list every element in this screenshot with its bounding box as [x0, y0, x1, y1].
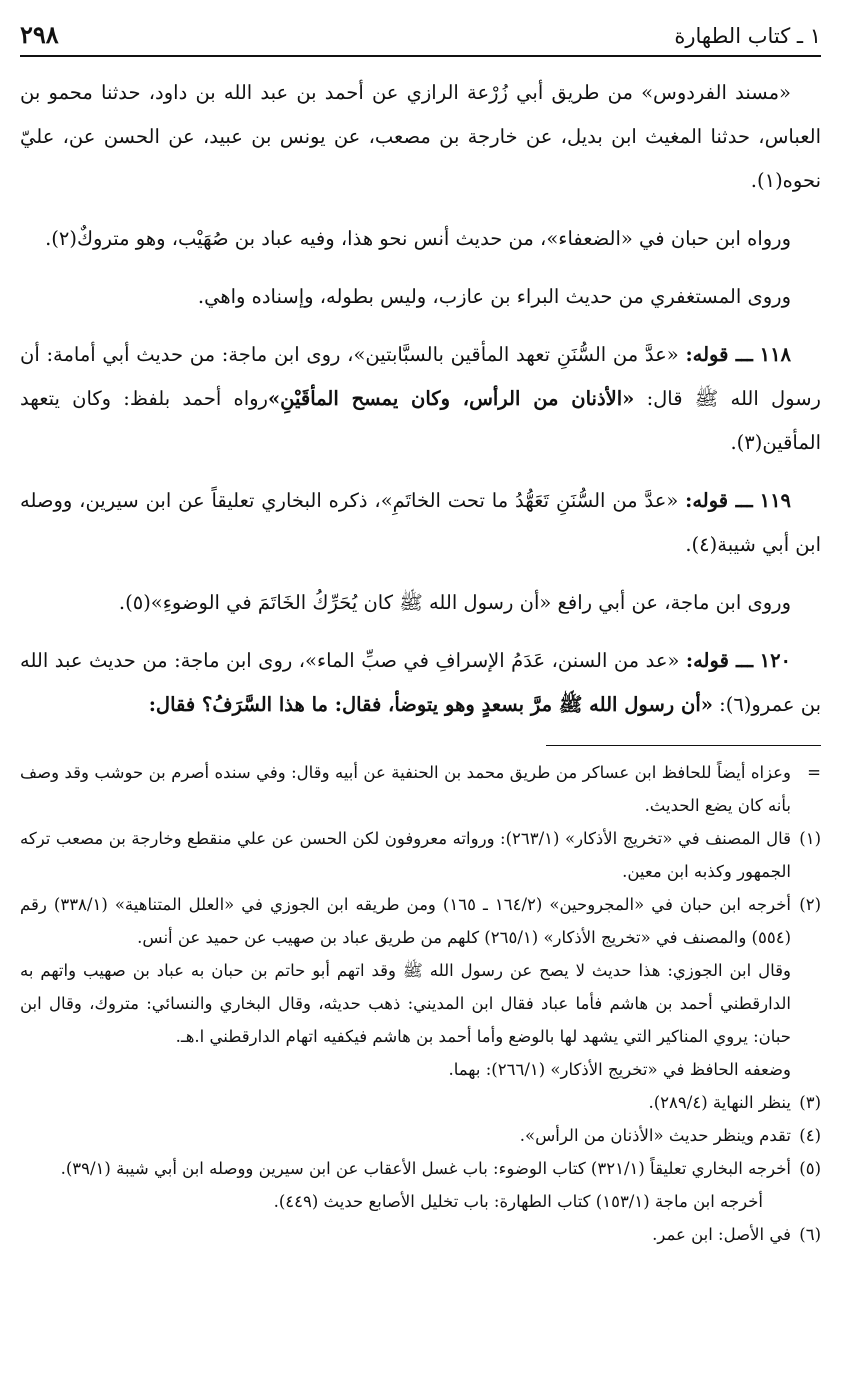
entry-text-cont: رواه أحمد بلفظ: وكان يتعهد المأقين(٣). [20, 387, 821, 454]
footnote-text: ينظر النهاية (٢٨٩/٤). [648, 1093, 791, 1112]
footnote-5 [20, 1152, 821, 1185]
page-number: ٢٩٨ [20, 20, 59, 49]
footnote-2-extra-1: وقال ابن الجوزي: هذا حديث لا يصح عن رسول الله ﷺ وقد اتهم أبو حاتم بن حبان به عباد بن صهيب واتهم به الدارقطني أحمد بن هاشم فأما عباد فقال ابن المديني: ذهب حديثه، وقال البخاري والنسائي: متروك، وقال ابن حبان: يروي المناكير التي يشهد لها بالوضع وأما أحمد بن هاشم فيكفيه اتهام الدارقطني ا.هـ. [20, 961, 791, 1046]
paragraph-2: ورواه ابن حبان في «الضعفاء»، من حديث أنس نحو هذا، وفيه عباد بن صُهَيْب، وهو متروكٌ(٢). [45, 227, 791, 250]
footnote-mark: (٢) [799, 895, 821, 914]
paragraph-118 [20, 333, 821, 465]
entry-text: «عدَّ من السُّنَنِ تَعَهُّدُ ما تحت الخاتَمِ»، ذكره البخاري تعليقاً عن ابن سيرين، ووصله ابن أبي شيبة(٤). [20, 489, 821, 556]
entry-number: ١٢٠ [759, 649, 792, 672]
footnotes [20, 756, 821, 1251]
footnote-2-extra-2: وضعفه الحافظ في «تخريج الأذكار» (٢٦٦/١): بهما. [448, 1060, 791, 1079]
paragraph-1: «مسند الفردوس» من طريق أبي زُرْعة الرازي عن أحمد بن عبد الله بن داود، حدثنا محمو بن العباس، حدثنا المغيث ابن بديل، عن خارجة بن مصعب، عن يونس بن عبيد، عن الحسن عن، عليّ نحوه(١). [20, 81, 821, 192]
entry-text: «عد من السنن، عَدَمُ الإسرافِ في صبِّ الماء»، روى ابن ماجة: من حديث عبد الله بن عمرو(٦): [20, 649, 821, 716]
paragraph-119 [20, 479, 821, 567]
entry-lead: ـــ قوله: [685, 489, 753, 512]
footnote-text: وعزاه أيضاً للحافظ ابن عساكر من طريق محمد بن الحنفية عن أبيه وقال: وفي سنده أصرم بن حوشب وقد وصف بأنه كان يضع الحديث. [20, 763, 791, 815]
footnote-text: تقدم وينظر حديث «الأذنان من الرأس». [519, 1126, 791, 1145]
footnote-2 [20, 888, 821, 954]
paragraph-6: وروى ابن ماجة، عن أبي رافع «أن رسول الله ﷺ كان يُحَرِّكُ الخَاتَمَ في الوضوءِ»(٥). [118, 591, 791, 614]
entry-number: ١١٩ [759, 489, 792, 512]
entry-text: «عدَّ من السُّنَنِ تعهد المأقين بالسبَّابتين»، روى ابن ماجة: من حديث أبي أمامة: أن رسول الله ﷺ قال: [20, 343, 821, 410]
hadith-quote: «أن رسول الله ﷺ مرَّ بسعدٍ وهو يتوضأ، فقال: ما هذا السَّرَفُ؟ فقال: [148, 693, 713, 716]
entry-lead: ـــ قوله: [685, 649, 754, 672]
paragraph-120 [20, 639, 821, 727]
entry-lead: ـــ قوله: [685, 343, 753, 366]
paragraph-3: وروى المستغفري من حديث البراء بن عازب، وليس بطوله، وإسناده واهي. [197, 285, 791, 308]
hadith-quote: «الأذنان من الرأس، وكان يمسح المأقَيْنِ» [267, 387, 635, 410]
chapter-title: ١ ـ كتاب الطهارة [674, 24, 821, 48]
footnote-mark: (٣) [799, 1093, 821, 1112]
footnote-text: قال المصنف في «تخريج الأذكار» (٢٦٣/١): ورواته معروفون لكن الحسن عن علي منقطع وخارجة بن مصعب تركه الجمهور وكذبه ابن معين. [20, 829, 791, 881]
footnote-text: في الأصل: ابن عمر. [652, 1225, 791, 1244]
footnote-continued [20, 756, 821, 822]
footnote-mark: = [807, 763, 821, 782]
footnote-mark: (٤) [799, 1126, 821, 1145]
footnote-mark: (٥) [799, 1159, 821, 1178]
footnote-text: أخرجه البخاري تعليقاً (٣٢١/١) كتاب الوضوء: باب غسل الأعقاب عن ابن سيرين ووصله ابن أبي شيبة (٣٩/١). [60, 1159, 791, 1178]
footnote-mark: (٦) [799, 1225, 821, 1244]
footnote-3 [20, 1086, 821, 1119]
entry-number: ١١٨ [759, 343, 792, 366]
footnote-5-extra: أخرجه ابن ماجة (١٥٣/١) كتاب الطهارة: باب تخليل الأصابع حديث (٤٤٩). [273, 1192, 763, 1211]
footnote-4 [20, 1119, 821, 1152]
page-header [20, 20, 821, 57]
main-text [20, 71, 821, 727]
footnote-separator [546, 745, 821, 746]
footnote-6 [20, 1218, 821, 1251]
footnote-text: أخرجه ابن حبان في «المجروحين» (١٦٤/٢ ـ ١٦٥) ومن طريقه ابن الجوزي في «العلل المتناهية» (٣٣٨/١) رقم (٥٥٤) والمصنف في «تخريج الأذكار» (٢٦٥/١) كلهم من طريق عباد بن صهيب عن حميد عن أنس. [20, 895, 791, 947]
footnote-mark: (١) [799, 829, 821, 848]
footnote-1 [20, 822, 821, 888]
